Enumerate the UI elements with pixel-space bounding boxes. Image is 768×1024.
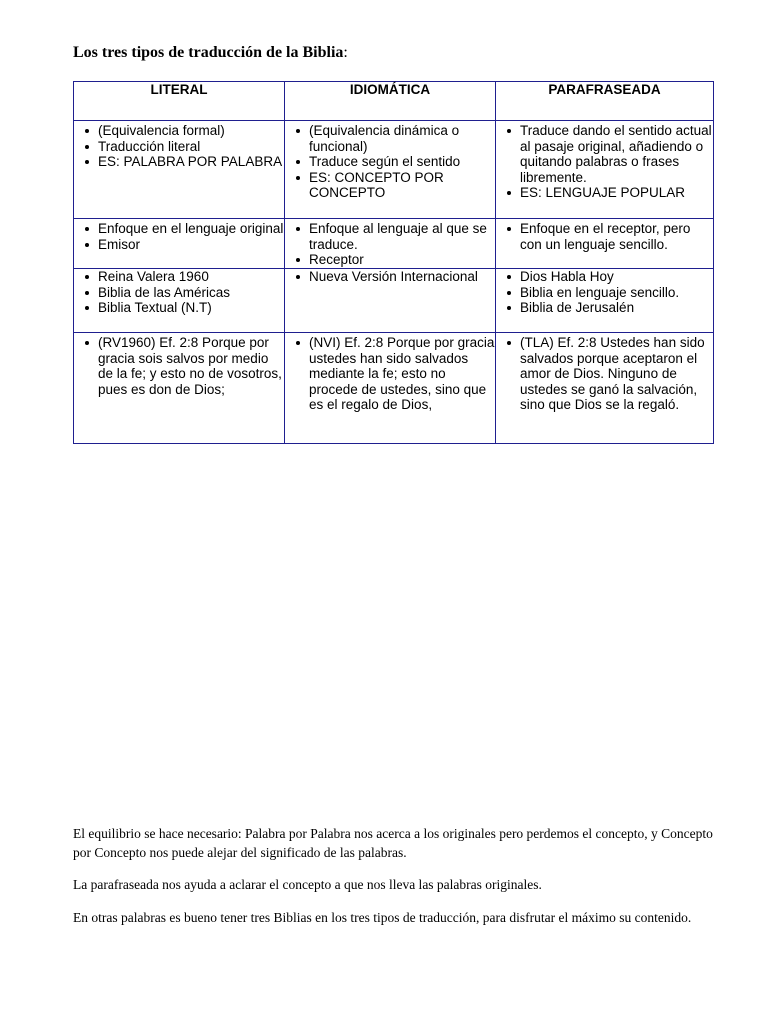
table-cell (285, 219, 496, 269)
list-item: Biblia de las Américas (98, 285, 284, 301)
table-cell (496, 121, 714, 219)
table-header-row (74, 82, 714, 121)
list-item: Traducción literal (98, 139, 284, 155)
paragraph-tres-biblias: En otras palabras es bueno tener tres Biblias en los tres tipos de traducción, para disfrutar el máximo su contenido. (73, 910, 692, 925)
list-item: (Equivalencia dinámica o funcional) (309, 123, 495, 154)
table-cell (74, 333, 285, 444)
table-row (74, 121, 714, 219)
page-title (73, 44, 348, 62)
list-item: Biblia de Jerusalén (520, 300, 713, 316)
page-title-suffix: : (343, 44, 348, 61)
paragraph-parafraseada: La parafraseada nos ayuda a aclarar el concepto a que nos lleva las palabras originales. (73, 877, 542, 892)
list-item: Traduce según el sentido (309, 154, 495, 170)
list-item: Enfoque en el receptor, pero con un lenguaje sencillo. (520, 221, 713, 252)
translation-types-table (73, 81, 714, 444)
list-item: Nueva Versión Internacional (309, 269, 495, 285)
table-cell (285, 269, 496, 333)
table-cell (496, 219, 714, 269)
list-item: (NVI) Ef. 2:8 Porque por gracia ustedes han sido salvados mediante la fe; esto no procede de ustedes, sino que es el regalo de Dios, (309, 335, 495, 412)
list-item: Enfoque en el lenguaje original (98, 221, 284, 236)
page-title-text: Los tres tipos de traducción de la Biblia (73, 44, 344, 61)
list-item: Biblia en lenguaje sencillo. (520, 285, 713, 301)
list-item: ES: CONCEPTO POR CONCEPTO (309, 170, 495, 201)
table-cell (496, 269, 714, 333)
list-item: Receptor (309, 252, 495, 268)
list-item: ES: LENGUAJE POPULAR (520, 185, 713, 201)
table-cell (285, 333, 496, 444)
paragraph-equilibrio: El equilibrio se hace necesario: Palabra por Palabra nos acerca a los originales pero perdemos el concepto, y Concepto por Concepto nos puede alejar del significado de las palabras. (73, 826, 713, 860)
list-item: Biblia Textual (N.T) (98, 300, 284, 316)
list-item: Enfoque al lenguaje al que se traduce. (309, 221, 495, 252)
table-cell (74, 121, 285, 219)
table-row (74, 269, 714, 333)
table-cell (74, 219, 285, 269)
list-item: (TLA) Ef. 2:8 Ustedes han sido salvados porque aceptaron el amor de Dios. Ninguno de ustedes se ganó la salvación, sino que Dios se la regaló. (520, 335, 713, 413)
table-cell (285, 121, 496, 219)
header-idiomatica: IDIOMÁTICA (285, 82, 496, 121)
table-row (74, 333, 714, 444)
list-item: Traduce dando el sentido actual al pasaje original, añadiendo o quitando palabras o frases libremente. (520, 123, 712, 185)
table-row (74, 219, 714, 269)
header-literal: LITERAL (74, 82, 285, 121)
table-cell (74, 269, 285, 333)
header-parafraseada: PARAFRASEADA (496, 82, 714, 121)
list-item: (RV1960) Ef. 2:8 Porque por gracia sois salvos por medio de la fe; y esto no de vosotros, pues es don de Dios; (98, 335, 284, 397)
list-item: Emisor (98, 237, 284, 253)
table-cell (496, 333, 714, 444)
list-item: Dios Habla Hoy (520, 269, 713, 285)
list-item: ES: PALABRA POR PALABRA (98, 154, 283, 169)
list-item: (Equivalencia formal) (98, 123, 284, 139)
list-item: Reina Valera 1960 (98, 269, 284, 285)
